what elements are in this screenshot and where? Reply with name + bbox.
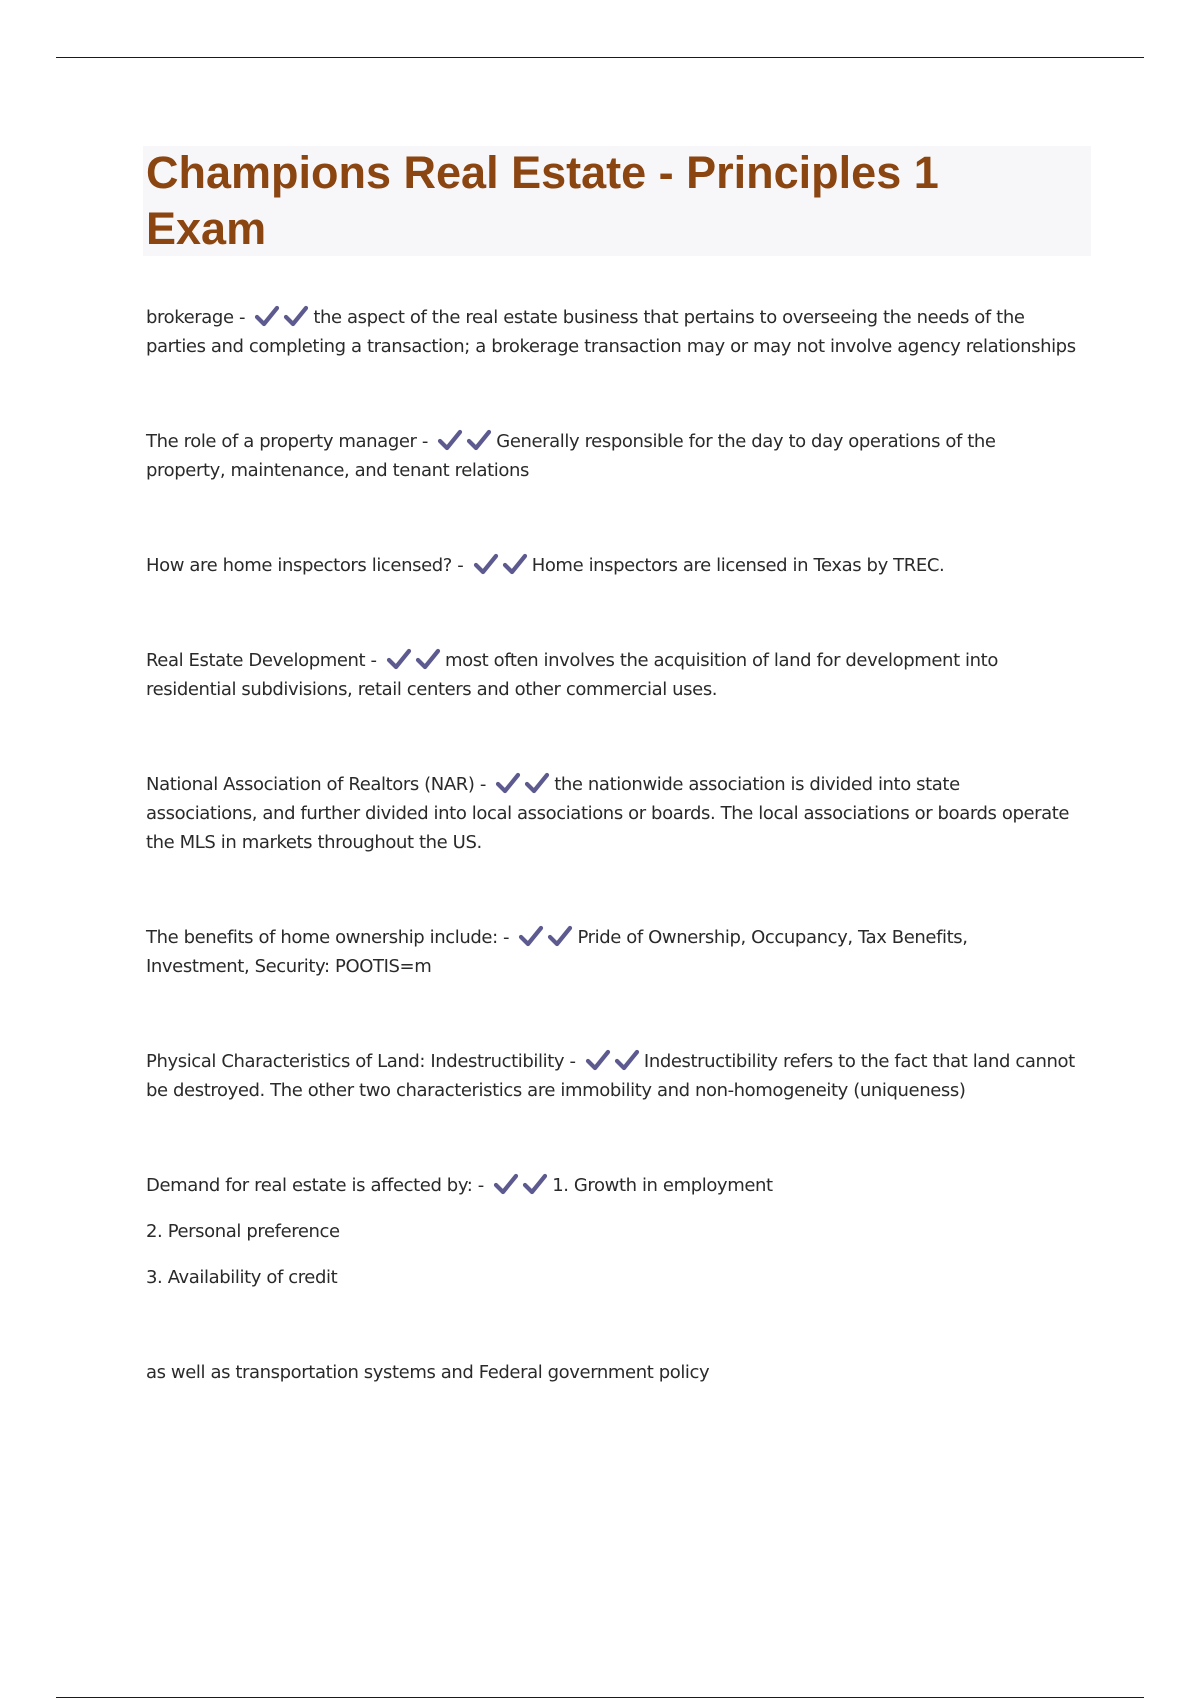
- card-term: How are home inspectors licensed? -: [146, 555, 464, 576]
- card-definition: Indestructibility refers to the fact that land cannot be destroyed. The other two characteristics are immobility and non-homogeneity (uniqueness): [146, 1051, 1075, 1101]
- card-definition: Generally responsible for the day to day operations of the property, maintenance, and tenant relations: [146, 431, 996, 481]
- card-property-manager: [146, 427, 1076, 485]
- card-definition: the aspect of the real estate business that pertains to overseeing the needs of the parties and completing a transaction; a brokerage transaction may or may not involve agency relationships: [146, 307, 1076, 357]
- card-definition: 1. Growth in employment: [552, 1175, 773, 1196]
- checkmark-icon: [415, 648, 441, 670]
- card-demand-item-2: 2. Personal preference: [146, 1221, 340, 1242]
- card-indestructibility: [146, 1047, 1076, 1105]
- card-home-ownership-benefits: [146, 923, 1076, 981]
- card-real-estate-development: [146, 646, 1076, 704]
- card-demand-item-3: 3. Availability of credit: [146, 1267, 338, 1288]
- card-definition: Pride of Ownership, Occupancy, Tax Benefits, Investment, Security: POOTIS=m: [146, 927, 968, 977]
- card-brokerage: [146, 303, 1076, 361]
- card-definition: the nationwide association is divided into state associations, and further divided into local associations or boards. The local associations or boards operate the MLS in markets throughout the US.: [146, 774, 1070, 853]
- checkmark-icon: [585, 1049, 611, 1071]
- card-definition: most often involves the acquisition of land for development into residential subdivisions, retail centers and other commercial uses.: [146, 650, 998, 700]
- checkmark-icon: [473, 553, 499, 575]
- checkmark-icon: [466, 429, 492, 451]
- card-term: Demand for real estate is affected by: -: [146, 1175, 484, 1196]
- checkmark-icon: [518, 925, 544, 947]
- card-term: brokerage -: [146, 307, 246, 328]
- checkmark-icon: [614, 1049, 640, 1071]
- checkmark-icon: [547, 925, 573, 947]
- checkmark-icon: [524, 772, 550, 794]
- card-home-inspectors: [146, 551, 1076, 580]
- card-term: The benefits of home ownership include: -: [146, 927, 510, 948]
- card-nar: [146, 770, 1076, 857]
- checkmark-icon: [386, 648, 412, 670]
- checkmark-icon: [522, 1173, 548, 1195]
- card-term: Physical Characteristics of Land: Indestructibility -: [146, 1051, 576, 1072]
- card-demand-note: as well as transportation systems and Federal government policy: [146, 1362, 710, 1383]
- document-title: Champions Real Estate - Principles 1 Exam: [146, 147, 939, 254]
- checkmark-icon: [495, 772, 521, 794]
- card-demand: [146, 1171, 1076, 1200]
- card-term: National Association of Realtors (NAR) -: [146, 774, 486, 795]
- checkmark-icon: [254, 305, 280, 327]
- card-definition: Home inspectors are licensed in Texas by TREC.: [531, 555, 945, 576]
- bottom-rule: [56, 1697, 1144, 1698]
- card-term: Real Estate Development -: [146, 650, 377, 671]
- card-term: The role of a property manager -: [146, 431, 428, 452]
- top-rule: [56, 57, 1144, 58]
- flashcard-list: [146, 303, 1076, 1387]
- checkmark-icon: [283, 305, 309, 327]
- checkmark-icon: [437, 429, 463, 451]
- checkmark-icon: [493, 1173, 519, 1195]
- checkmark-icon: [502, 553, 528, 575]
